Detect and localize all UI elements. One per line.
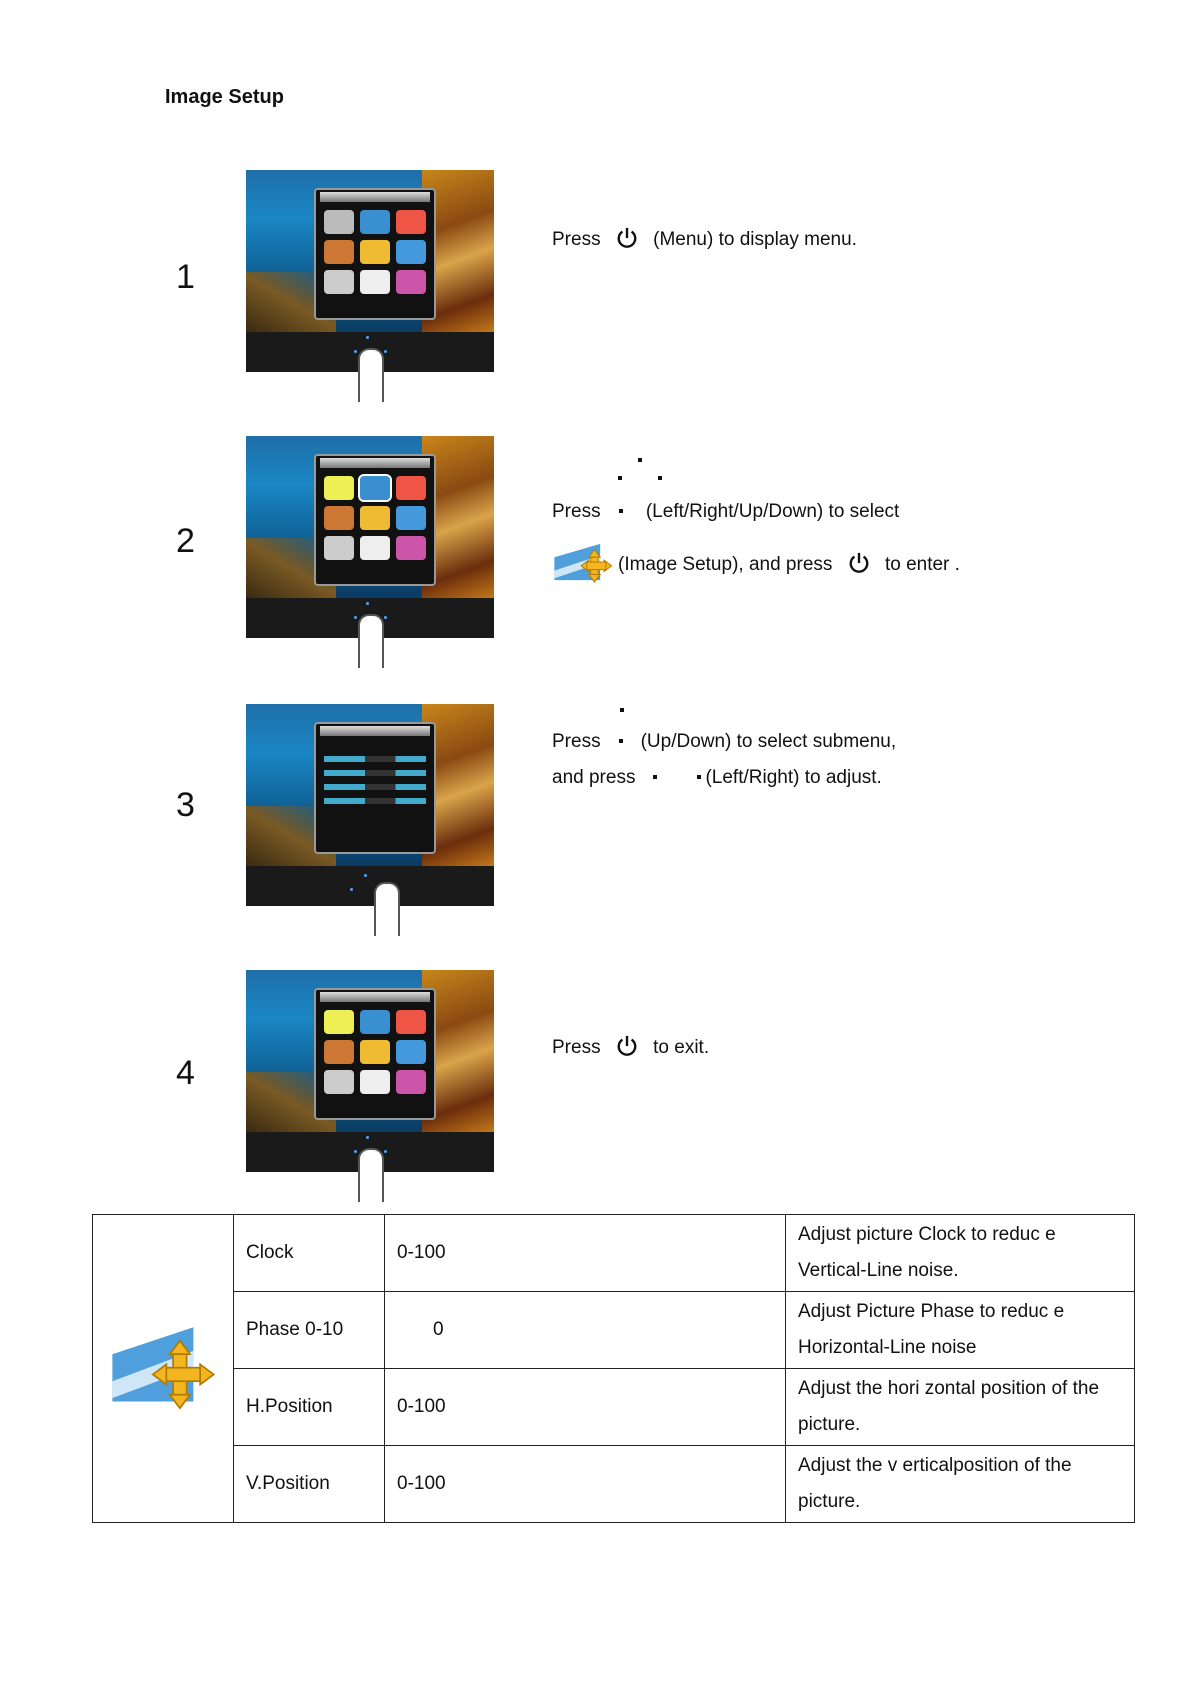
step-number-4: 4: [176, 1054, 195, 1092]
param-name: Phase 0-10: [234, 1292, 385, 1369]
monitor-illustration-2: [246, 436, 494, 666]
power-icon: [616, 1035, 638, 1057]
table-row: [93, 1215, 1135, 1292]
table-row: [93, 1446, 1135, 1523]
image-setup-icon: [552, 542, 614, 584]
step-4-instruction: Press to exit.: [552, 1037, 710, 1058]
step-number-1: 1: [176, 258, 195, 296]
image-setup-table: [92, 1214, 1135, 1523]
param-description: Adjust the hori zontal position of the picture.: [786, 1369, 1135, 1446]
param-range: 0-100: [385, 1215, 786, 1292]
step-3-instruction: Press (Up/Down) to select submenu, and press (Left/Right) to adjust.: [552, 700, 896, 796]
power-icon: [848, 552, 870, 574]
param-range: 0: [385, 1292, 786, 1369]
monitor-illustration-1: [246, 170, 494, 400]
step-2-instruction: Press (Left/Right/Up/Down) to select (Image Setup), and press to enter .: [552, 458, 960, 584]
table-row: [93, 1369, 1135, 1446]
param-description: Adjust the v erticalposition of the picture.: [786, 1446, 1135, 1523]
table-icon-cell: [93, 1215, 234, 1523]
image-setup-icon: [109, 1320, 217, 1412]
param-description: Adjust Picture Phase to reduc e Horizontal-Line noise: [786, 1292, 1135, 1369]
monitor-illustration-4: [246, 970, 494, 1200]
monitor-illustration-3: [246, 704, 494, 934]
table-row: [93, 1292, 1135, 1369]
page-title: Image Setup: [165, 86, 284, 108]
power-icon: [616, 227, 638, 249]
step-number-2: 2: [176, 522, 195, 560]
param-range: 0-100: [385, 1369, 786, 1446]
param-name: Clock: [234, 1215, 385, 1292]
param-name: H.Position: [234, 1369, 385, 1446]
step-1-instruction: Press (Menu) to display menu.: [552, 229, 857, 250]
param-name: V.Position: [234, 1446, 385, 1523]
param-range: 0-100: [385, 1446, 786, 1523]
step-number-3: 3: [176, 786, 195, 824]
param-description: Adjust picture Clock to reduc e Vertical-Line noise.: [786, 1215, 1135, 1292]
